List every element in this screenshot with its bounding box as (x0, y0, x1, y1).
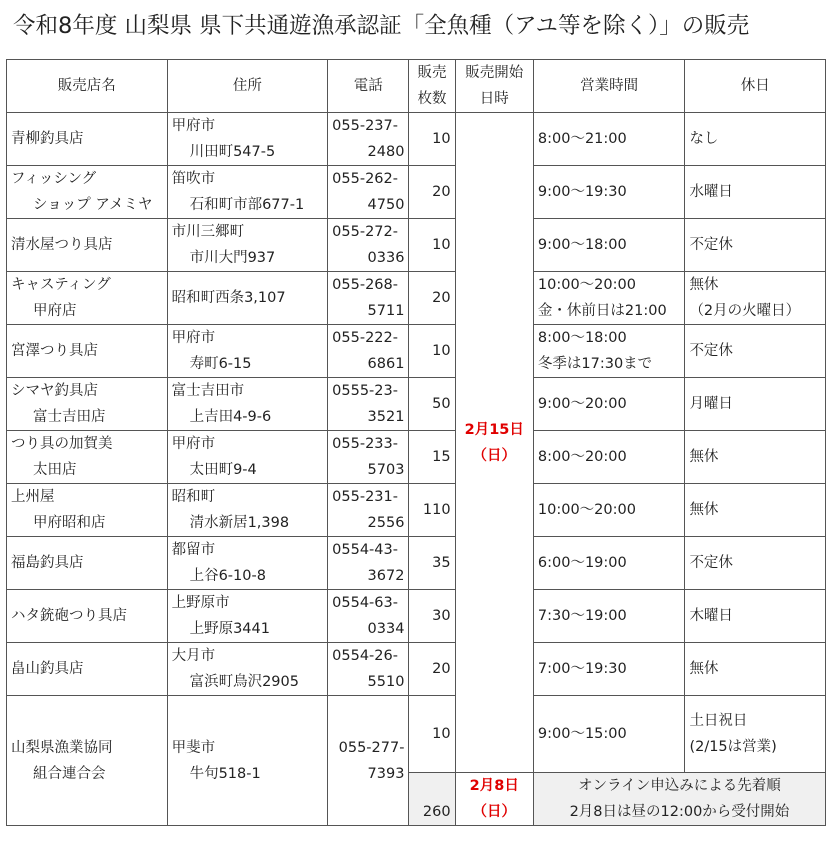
store-name-sub: 組合連合会 (33, 765, 106, 782)
phone-suffix: 0334 (367, 621, 405, 637)
phone-prefix: 055-272- (332, 224, 398, 240)
store-name: 畠山釣具店 (11, 661, 84, 677)
closed-cell (685, 272, 826, 325)
phone-cell (328, 219, 409, 272)
qty-cell: 10 (409, 325, 455, 378)
hours-main: 8:00～21:00 (537, 131, 627, 147)
address-city: 昭和町 (171, 489, 216, 505)
sale-date-line1: 2月15日 (464, 421, 524, 438)
store-name-cell (7, 219, 168, 272)
closed-cell (685, 113, 826, 166)
phone-suffix: 3672 (367, 568, 405, 584)
table-row (7, 431, 826, 484)
phone-suffix: 2480 (367, 144, 405, 160)
address-city: 笛吹市 (171, 171, 216, 187)
hours-note: 金・休前日は21:00 (537, 303, 667, 319)
closed-main: 無休 (689, 502, 719, 518)
closed-cell (685, 643, 826, 696)
table-row (7, 537, 826, 590)
header-phone: 電話 (328, 60, 409, 113)
store-name-cell (7, 484, 168, 537)
phone-cell (328, 325, 409, 378)
hours-cell (533, 484, 685, 537)
qty-cell: 50 (409, 378, 455, 431)
store-name-cell (7, 431, 168, 484)
address-city: 甲府市 (171, 118, 216, 134)
phone-suffix: 5510 (367, 674, 405, 690)
qty-cell: 10 (409, 113, 455, 166)
store-name: 福島釣具店 (11, 555, 84, 571)
hours-cell (533, 431, 685, 484)
header-start-line1: 販売開始 (465, 65, 524, 81)
address-city: 富士吉田市 (171, 383, 245, 399)
closed-cell (685, 378, 826, 431)
address-street: 牛句518-1 (189, 765, 261, 782)
table-row (7, 325, 826, 378)
address-street: 太田町9-4 (189, 462, 257, 478)
address-street: 川田町547-5 (189, 144, 276, 160)
qty-cell: 30 (409, 590, 455, 643)
phone-prefix: 0555-23- (332, 383, 398, 399)
closed-main: なし (689, 131, 719, 147)
store-name-cell (7, 272, 168, 325)
phone-suffix: 2556 (367, 515, 405, 531)
online-note-line2: 2月8日は昼の12:00から受付開始 (569, 804, 790, 820)
hours-main: 7:30～19:00 (537, 608, 627, 624)
qty-cell: 15 (409, 431, 455, 484)
store-name-sub: 太田店 (33, 462, 77, 478)
table-row (7, 484, 826, 537)
qty-cell: 20 (409, 272, 455, 325)
closed-cell (685, 219, 826, 272)
table-row (7, 113, 826, 166)
qty-cell: 20 (409, 166, 455, 219)
address-city: 甲斐市 (171, 739, 216, 756)
table-row (7, 643, 826, 696)
closed-main: 木曜日 (689, 608, 733, 624)
closed-main: 水曜日 (689, 184, 733, 200)
closed-cell (685, 484, 826, 537)
table-row-union (7, 696, 826, 773)
store-name-cell (7, 590, 168, 643)
address-street: 清水新居1,398 (189, 515, 290, 531)
address-city: 都留市 (171, 542, 216, 558)
address-cell (167, 537, 328, 590)
hours-cell: 9:00～15:00 (533, 696, 685, 773)
store-name: シマヤ釣具店 (11, 383, 98, 399)
hours-main: 8:00～20:00 (537, 449, 627, 465)
store-name-cell (7, 113, 168, 166)
closed-cell (685, 537, 826, 590)
header-closed: 休日 (685, 60, 826, 113)
online-date-line2: （日） (472, 804, 516, 820)
table-row (7, 272, 826, 325)
phone-cell (328, 696, 409, 826)
closed-note: （2月の火曜日） (689, 303, 801, 319)
phone-cell (328, 484, 409, 537)
hours-main: 6:00～19:00 (537, 555, 627, 571)
header-qty (409, 60, 455, 113)
table-row (7, 590, 826, 643)
online-qty-cell: 260 (409, 773, 455, 826)
store-name-cell (7, 166, 168, 219)
hours-main: 9:00～19:30 (537, 184, 627, 200)
address-cell (167, 378, 328, 431)
sale-start-date (455, 113, 533, 773)
hours-cell (533, 113, 685, 166)
store-name: 清水屋つり具店 (11, 237, 113, 253)
address-cell (167, 166, 328, 219)
phone-cell (328, 113, 409, 166)
closed-cell (685, 166, 826, 219)
closed-main: 不定休 (689, 343, 733, 359)
store-name-cell (7, 325, 168, 378)
store-name: つり具の加賀美 (11, 436, 113, 452)
phone-prefix: 055-277- (338, 739, 405, 756)
phone-prefix: 0554-26- (332, 648, 398, 664)
phone-prefix: 055-231- (332, 489, 398, 505)
address-cell (167, 325, 328, 378)
phone-prefix: 055-233- (332, 436, 398, 452)
closed-main: 無休 (689, 661, 719, 677)
store-name-sub: 甲府昭和店 (33, 515, 106, 531)
qty-cell: 10 (409, 219, 455, 272)
closed-main: 月曜日 (689, 396, 733, 412)
sales-table (6, 59, 826, 826)
address-city: 甲府市 (171, 436, 216, 452)
phone-cell (328, 272, 409, 325)
closed-main: 無休 (689, 277, 719, 293)
address-cell (167, 113, 328, 166)
phone-cell (328, 537, 409, 590)
table-row (7, 378, 826, 431)
phone-cell (328, 378, 409, 431)
address-city: 昭和町西条3,107 (171, 290, 286, 306)
hours-cell (533, 537, 685, 590)
closed-cell (685, 431, 826, 484)
qty-cell: 35 (409, 537, 455, 590)
qty-cell: 10 (409, 696, 455, 773)
header-address: 住所 (167, 60, 328, 113)
address-street: 市川大門937 (189, 250, 276, 266)
header-hours: 営業時間 (533, 60, 685, 113)
phone-suffix: 5703 (367, 462, 405, 478)
phone-prefix: 055-222- (332, 330, 398, 346)
phone-suffix: 0336 (367, 250, 405, 266)
hours-cell (533, 378, 685, 431)
closed-main: 不定休 (689, 555, 733, 571)
store-name: キャスティング (11, 277, 111, 293)
closed-main: 土日祝日 (689, 713, 748, 729)
phone-prefix: 0554-43- (332, 542, 398, 558)
hours-main: 7:00～19:30 (537, 661, 627, 677)
address-cell (167, 696, 328, 826)
address-cell (167, 431, 328, 484)
qty-cell: 20 (409, 643, 455, 696)
header-qty-line1: 販売 (417, 65, 447, 81)
closed-note: (2/15は営業) (689, 739, 777, 755)
online-note-cell (533, 773, 825, 826)
closed-main: 不定休 (689, 237, 733, 253)
header-qty-line2: 枚数 (417, 91, 447, 107)
phone-suffix: 6861 (367, 356, 405, 372)
hours-cell (533, 166, 685, 219)
phone-suffix: 4750 (367, 197, 405, 213)
phone-cell (328, 166, 409, 219)
address-street: 上吉田4-9-6 (189, 409, 272, 425)
store-name-sub: 甲府店 (33, 303, 77, 319)
table-row (7, 166, 826, 219)
address-street: 石和町市部677-1 (189, 197, 305, 213)
address-cell (167, 590, 328, 643)
phone-cell (328, 431, 409, 484)
header-start (455, 60, 533, 113)
online-note-line1: オンライン申込みによる先着順 (578, 778, 781, 794)
page-title: 令和8年度 山梨県 県下共通遊漁承認証「全魚種（アユ等を除く）」の販売 (13, 13, 750, 39)
store-name: ハタ銃砲つり具店 (11, 608, 127, 624)
address-city: 甲府市 (171, 330, 216, 346)
closed-cell (685, 696, 826, 773)
closed-cell (685, 325, 826, 378)
phone-suffix: 7393 (367, 765, 405, 782)
closed-cell (685, 590, 826, 643)
hours-cell (533, 325, 685, 378)
address-city: 大月市 (171, 648, 216, 664)
store-name: 宮澤つり具店 (11, 343, 98, 359)
hours-cell (533, 643, 685, 696)
hours-main: 8:00～18:00 (537, 330, 627, 346)
phone-suffix: 5711 (367, 303, 405, 319)
qty-cell: 110 (409, 484, 455, 537)
closed-main: 無休 (689, 449, 719, 465)
address-city: 上野原市 (171, 595, 230, 611)
address-cell (167, 484, 328, 537)
hours-main: 10:00～20:00 (537, 502, 636, 518)
store-name-cell (7, 378, 168, 431)
phone-cell (328, 590, 409, 643)
sale-date-line2: （日） (472, 447, 516, 464)
address-street: 富浜町鳥沢2905 (189, 674, 299, 690)
store-name-sub: ショップ アメミヤ (33, 197, 153, 213)
store-name: 山梨県漁業協同 (11, 739, 113, 756)
address-cell (167, 219, 328, 272)
online-start-date (455, 773, 533, 826)
store-name: 上州屋 (11, 489, 55, 505)
hours-main: 9:00～18:00 (537, 237, 627, 253)
hours-cell (533, 272, 685, 325)
hours-cell (533, 590, 685, 643)
phone-prefix: 055-262- (332, 171, 398, 187)
store-name-cell (7, 643, 168, 696)
store-name: フィッシング (11, 171, 97, 187)
address-street: 寿町6-15 (189, 356, 252, 372)
store-name-sub: 富士吉田店 (33, 409, 106, 425)
phone-prefix: 055-237- (332, 118, 398, 134)
store-name: 青柳釣具店 (11, 131, 84, 147)
table-header-row (7, 60, 826, 113)
phone-prefix: 055-268- (332, 277, 398, 293)
header-start-line2: 日時 (479, 91, 509, 107)
hours-note: 冬季は17:30まで (537, 356, 653, 372)
table-row (7, 219, 826, 272)
hours-main: 9:00～20:00 (537, 396, 627, 412)
phone-prefix: 0554-63- (332, 595, 398, 611)
phone-cell (328, 643, 409, 696)
address-street: 上野原3441 (189, 621, 270, 637)
address-street: 上谷6-10-8 (189, 568, 266, 584)
store-name-cell (7, 696, 168, 826)
address-cell (167, 272, 328, 325)
hours-cell (533, 219, 685, 272)
header-store: 販売店名 (7, 60, 168, 113)
store-name-cell (7, 537, 168, 590)
address-city: 市川三郷町 (171, 224, 245, 240)
hours-main: 10:00～20:00 (537, 277, 636, 293)
phone-suffix: 3521 (367, 409, 405, 425)
online-date-line1: 2月8日 (469, 778, 519, 794)
address-cell (167, 643, 328, 696)
